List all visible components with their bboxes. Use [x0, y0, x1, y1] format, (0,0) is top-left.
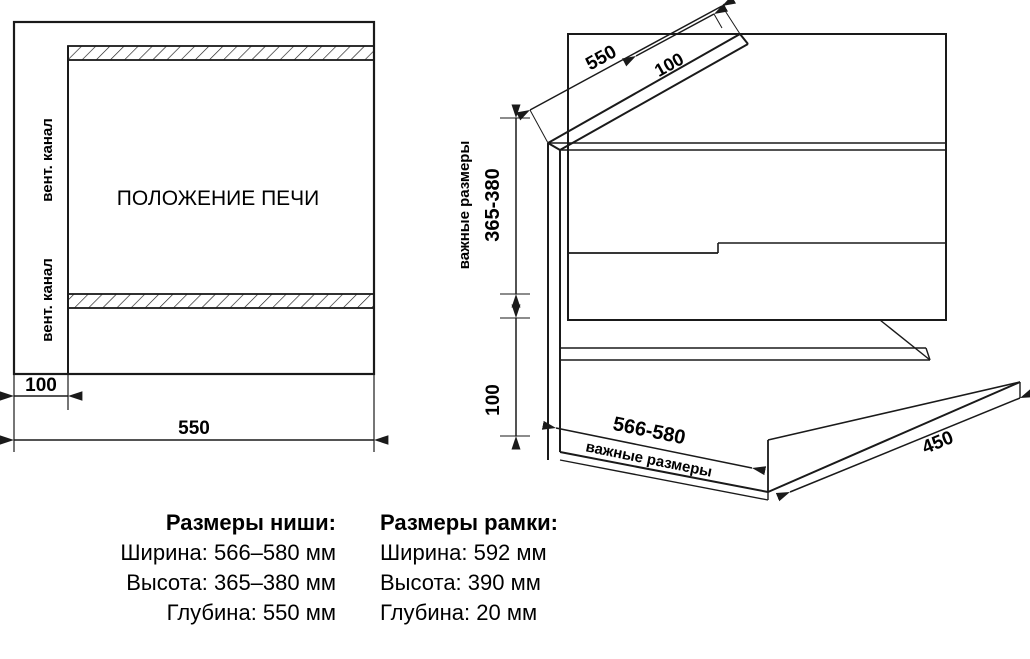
right-view-dim-100-bottom: 100 [483, 384, 504, 416]
niche-spec-height: Высота: 365–380 мм [126, 570, 336, 595]
right-view-dim-100-top: 100 [651, 48, 688, 81]
frame-spec-depth: Глубина: 20 мм [380, 600, 538, 625]
right-view-dim-550: 550 [582, 41, 621, 76]
frame-specs-title: Размеры рамки: [380, 510, 558, 535]
left-view-dim-100: 100 [25, 375, 57, 396]
left-front-view [14, 22, 374, 452]
niche-specs-title: Размеры ниши: [165, 510, 336, 535]
right-isometric-view [456, 6, 1020, 500]
left-view-dim-550: 550 [178, 418, 210, 439]
left-view-center-label: ПОЛОЖЕНИЕ ПЕЧИ [116, 187, 320, 210]
frame-spec-width: Ширина: 592 мм [380, 540, 547, 565]
spec-block-frame [376, 508, 656, 628]
vent-channel-label-bottom: вент. канал [39, 258, 56, 342]
right-view-dim-width: 566-580 [611, 413, 688, 450]
right-view-dim-height: 365-380 [482, 168, 504, 242]
niche-spec-depth: Глубина: 550 мм [166, 600, 336, 625]
niche-spec-width: Ширина: 566–580 мм [120, 540, 336, 565]
right-view-dim-width-label: важные размеры [584, 438, 714, 481]
spec-block-niche [60, 508, 340, 628]
specs-section [0, 508, 1030, 628]
right-view-dim-height-label: важные размеры [456, 140, 473, 270]
vent-channel-label-top: вент. канал [39, 118, 56, 202]
frame-spec-height: Высота: 390 мм [380, 570, 541, 595]
right-view-dim-450: 450 [919, 427, 957, 459]
